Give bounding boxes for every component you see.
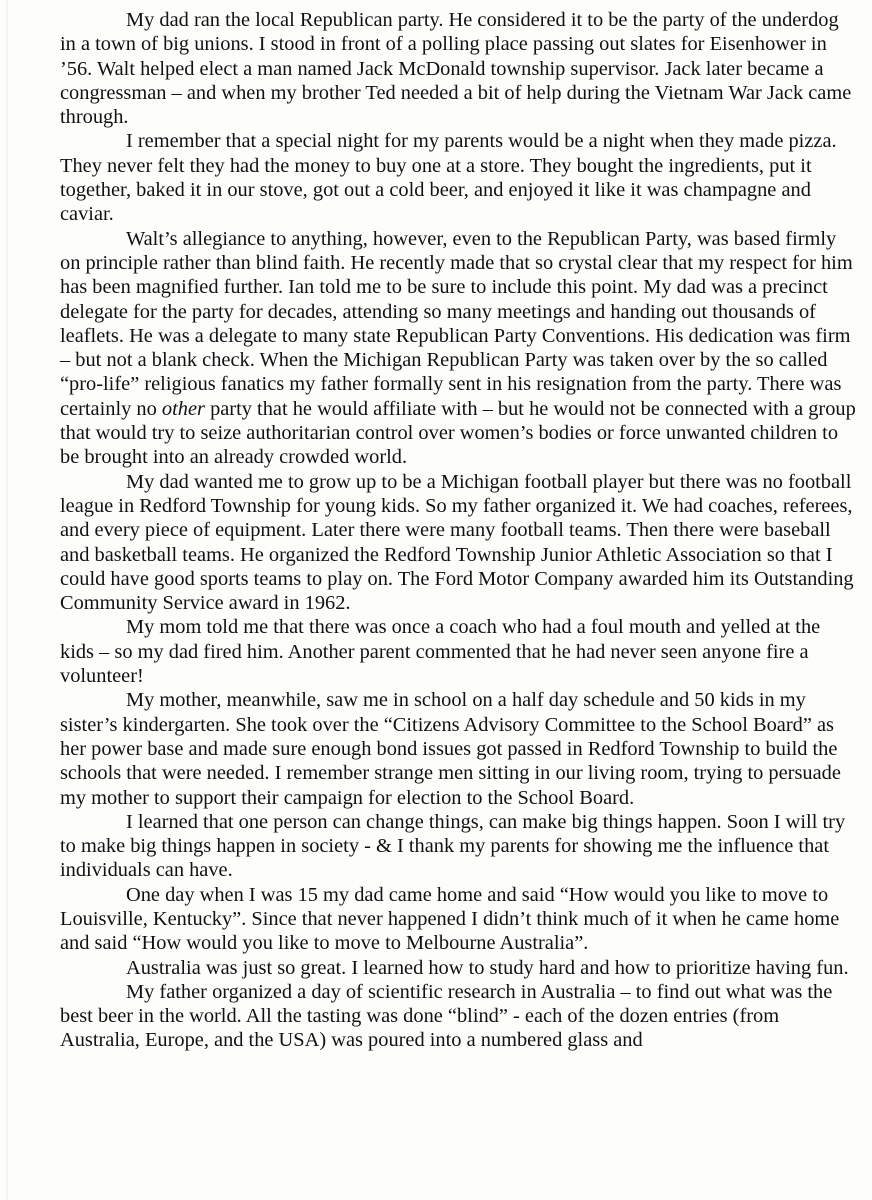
paragraph: My dad wanted me to grow up to be a Michigan football player but there was no football league in Redford Township for young kids. So my father organized it. We had coaches, referees, and every piece of equipment. Later there were many football teams. Then there were baseball and basketball teams. He organized the Redford Township Junior Athletic Association so that I could have good sports teams to play on. The Ford Motor Company awarded him its Outstanding Community Service award in 1962.: [60, 470, 854, 615]
paragraph-text: Walt’s allegiance to anything, however, even to the Republican Party, was based firmly on principle rather than blind faith. He recently made that so crystal clear that my respect for him has been magnified further. Ian told me to be sure to include this point. My dad was a precinct delegate for the party for decades, attending so many meetings and handing out thousands of leaflets. He was a delegate to many state Republican Party Conventions. His dedication was firm – but not a blank check. When the Michigan Republican Party was taken over by the so called “pro-life” religious fanatics my father formally sent in his resignation from the party. There was certainly no: [60, 227, 853, 420]
emphasized-word: other: [161, 397, 205, 420]
paragraph-text: party that he would affiliate with – but he would not be connected with a group that would try to seize authoritarian control over women’s bodies or force unwanted children to be brought into an already crowded world.: [60, 397, 856, 469]
paragraph: [60, 227, 856, 470]
paragraph: My dad ran the local Republican party. He considered it to be the party of the underdog in a town of big unions. I stood in front of a polling place passing out slates for Eisenhower in ’56. Walt helped elect a man named Jack McDonald township supervisor. Jack later became a congressman – and when my brother Ted needed a bit of help during the Vietnam War Jack came through.: [60, 9, 852, 129]
document-body: [60, 8, 856, 1053]
paragraph: One day when I was 15 my dad came home and said “How would you like to move to Louisville, Kentucky”. Since that never happened I didn’t think much of it when he came home and said “How would you like to move to Melbourne Australia”.: [60, 883, 840, 955]
paragraph: Australia was just so great. I learned how to study hard and how to prioritize having fun.: [126, 956, 849, 979]
page-edge-shadow: [6, 0, 8, 1200]
paragraph: I learned that one person can change things, can make big things happen. Soon I will try to make big things happen in society - & I thank my parents for showing me the influence that individuals can have.: [60, 810, 846, 882]
paragraph: My mom told me that there was once a coach who had a foul mouth and yelled at the kids – so my dad fired him. Another parent commented that he had never seen anyone fire a volunteer!: [60, 616, 821, 688]
paragraph: I remember that a special night for my parents would be a night when they made pizza. They never felt they had the money to buy one at a store. They bought the ingredients, put it together, baked it in our stove, got out a cold beer, and enjoyed it like it was champagne and caviar.: [60, 130, 837, 226]
paragraph: My father organized a day of scientific research in Australia – to find out what was the best beer in the world. All the tasting was done “blind” - each of the dozen entries (from Australia, Europe, and the USA) was poured into a numbered glass and: [60, 980, 833, 1052]
paragraph: My mother, meanwhile, saw me in school on a half day schedule and 50 kids in my sister’s kindergarten. She took over the “Citizens Advisory Committee to the School Board” as her power base and made sure enough bond issues got passed in Redford Township to build the schools that were needed. I remember strange men sitting in our living room, trying to persuade my mother to support their campaign for election to the School Board.: [60, 689, 841, 809]
